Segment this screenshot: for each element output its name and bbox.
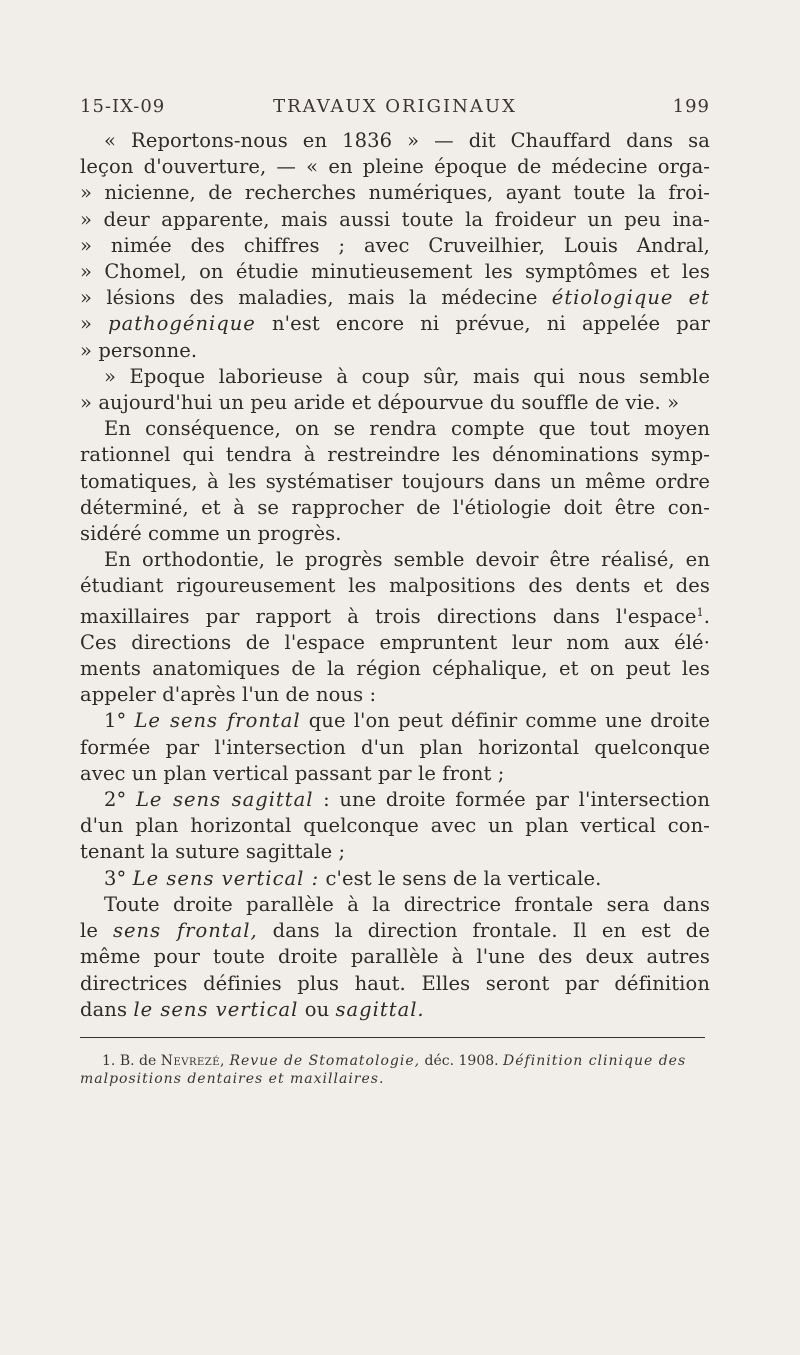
italic-term: étiologique et (551, 286, 710, 310)
text-span: dans (80, 997, 128, 1021)
footnote-date: déc. 1908. (420, 1052, 499, 1069)
footnote-divider (80, 1037, 705, 1038)
text-line: avec un plan vertical passant par le front ; (80, 761, 505, 785)
italic-term: le sens vertical (133, 997, 299, 1021)
text-span: » (80, 312, 109, 336)
text-line (80, 600, 710, 630)
running-header (80, 96, 710, 128)
document-page (80, 96, 710, 1088)
page-number: 199 (672, 96, 710, 117)
text-line: Toute droite parallèle à la directrice frontale sera dans (104, 892, 710, 916)
text-line (80, 285, 710, 311)
italic-term: Le sens frontal (134, 709, 301, 733)
text-line: tenant la suture sagittale ; (80, 840, 346, 864)
text-span: ou (304, 997, 330, 1021)
text-span: n'est encore ni prévue, ni appelée par (255, 312, 710, 336)
footnote-marker: 1 (696, 605, 704, 619)
text-span: . (703, 604, 710, 628)
text-line: En conséquence, on se rendra compte que tout moyen (104, 417, 710, 441)
text-span: dans la direction frontale. Il en est de (257, 919, 710, 943)
list-number: 2° (104, 788, 127, 812)
text-span: que l'on peut définir comme une droite (300, 709, 710, 733)
text-line (80, 311, 710, 337)
text-line (80, 997, 710, 1023)
footnote-number: 1. (102, 1052, 116, 1069)
text-line: » Chomel, on étudie minutieusement les symptômes et les (80, 260, 710, 284)
text-line: » personne. (80, 338, 198, 362)
text-line: tomatiques, à les systématiser toujours dans un même ordre (80, 469, 710, 493)
list-number: 1° (104, 709, 127, 733)
body-text (80, 128, 710, 1023)
italic-term: Le sens sagittal (135, 788, 314, 812)
text-line: rationnel qui tendra à restreindre les dénominations symp- (80, 443, 710, 467)
footnote-author-name: Nevrezé, (160, 1052, 226, 1069)
text-span: maxillaires par rapport à trois directions dans l'espace (80, 604, 697, 628)
text-line: appeler d'après l'un de nous : (80, 683, 377, 707)
text-span: : une droite formée par l'intersection (313, 788, 710, 812)
text-line (80, 787, 710, 813)
text-line: formée par l'intersection d'un plan horizontal quelconque (80, 735, 710, 759)
italic-term: pathogénique (108, 312, 256, 336)
text-line: » aujourd'hui un peu aride et dépourvue du souffle de vie. » (80, 391, 680, 415)
list-number: 3° (104, 866, 127, 890)
italic-term: sens frontal, (112, 919, 258, 943)
text-line: étudiant rigoureusement les malpositions des dents et des (80, 574, 710, 598)
text-span: c'est le sens de la verticale. (319, 866, 602, 890)
italic-term: sagittal. (335, 997, 425, 1021)
text-line: » Epoque laborieuse à coup sûr, mais qui nous semble (104, 364, 710, 388)
text-line: directrices définies plus haut. Elles seront par définition (80, 971, 710, 995)
footnote-line (80, 1052, 710, 1070)
footnote-title: malpositions dentaires et maxillaires. (80, 1070, 385, 1087)
text-line: sidéré comme un progrès. (80, 522, 342, 546)
footnote-line (80, 1070, 710, 1088)
text-line: Ces directions de l'espace empruntent leur nom aux élé· (80, 630, 710, 654)
text-line: d'un plan horizontal quelconque avec un plan vertical con- (80, 814, 710, 838)
text-span: » lésions des maladies, mais la médecine (80, 286, 538, 310)
text-line (80, 708, 710, 734)
text-line: déterminé, et à se rapprocher de l'étiologie doit être con- (80, 495, 710, 519)
header-date: 15-IX-09 (80, 96, 166, 117)
footnote (80, 1052, 710, 1088)
text-span: le (80, 919, 98, 943)
text-line: » nicienne, de recherches numériques, ayant toute la froi- (80, 181, 710, 205)
text-line: « Reportons-nous en 1836 » — dit Chauffard dans sa (104, 129, 710, 152)
italic-term: Le sens vertical : (132, 866, 320, 890)
text-line: leçon d'ouverture, — « en pleine époque de médecine orga- (80, 155, 710, 179)
footnote-journal: Revue de Stomatologie, (229, 1052, 421, 1069)
text-line: ments anatomiques de la région céphalique, et on peut les (80, 657, 710, 681)
footnote-author-prefix: B. de (119, 1052, 157, 1069)
text-line: » nimée des chiffres ; avec Cruveilhier, Louis Andral, (80, 233, 710, 257)
text-line (80, 866, 710, 892)
text-line (80, 918, 710, 944)
text-line: En orthodontie, le progrès semble devoir être réalisé, en (104, 548, 710, 572)
header-section-title: TRAVAUX ORIGINAUX (273, 96, 517, 117)
text-line: » deur apparente, mais aussi toute la froideur un peu ina- (80, 207, 710, 231)
footnote-title: Définition clinique des (503, 1052, 687, 1069)
text-line: même pour toute droite parallèle à l'une des deux autres (80, 945, 710, 969)
